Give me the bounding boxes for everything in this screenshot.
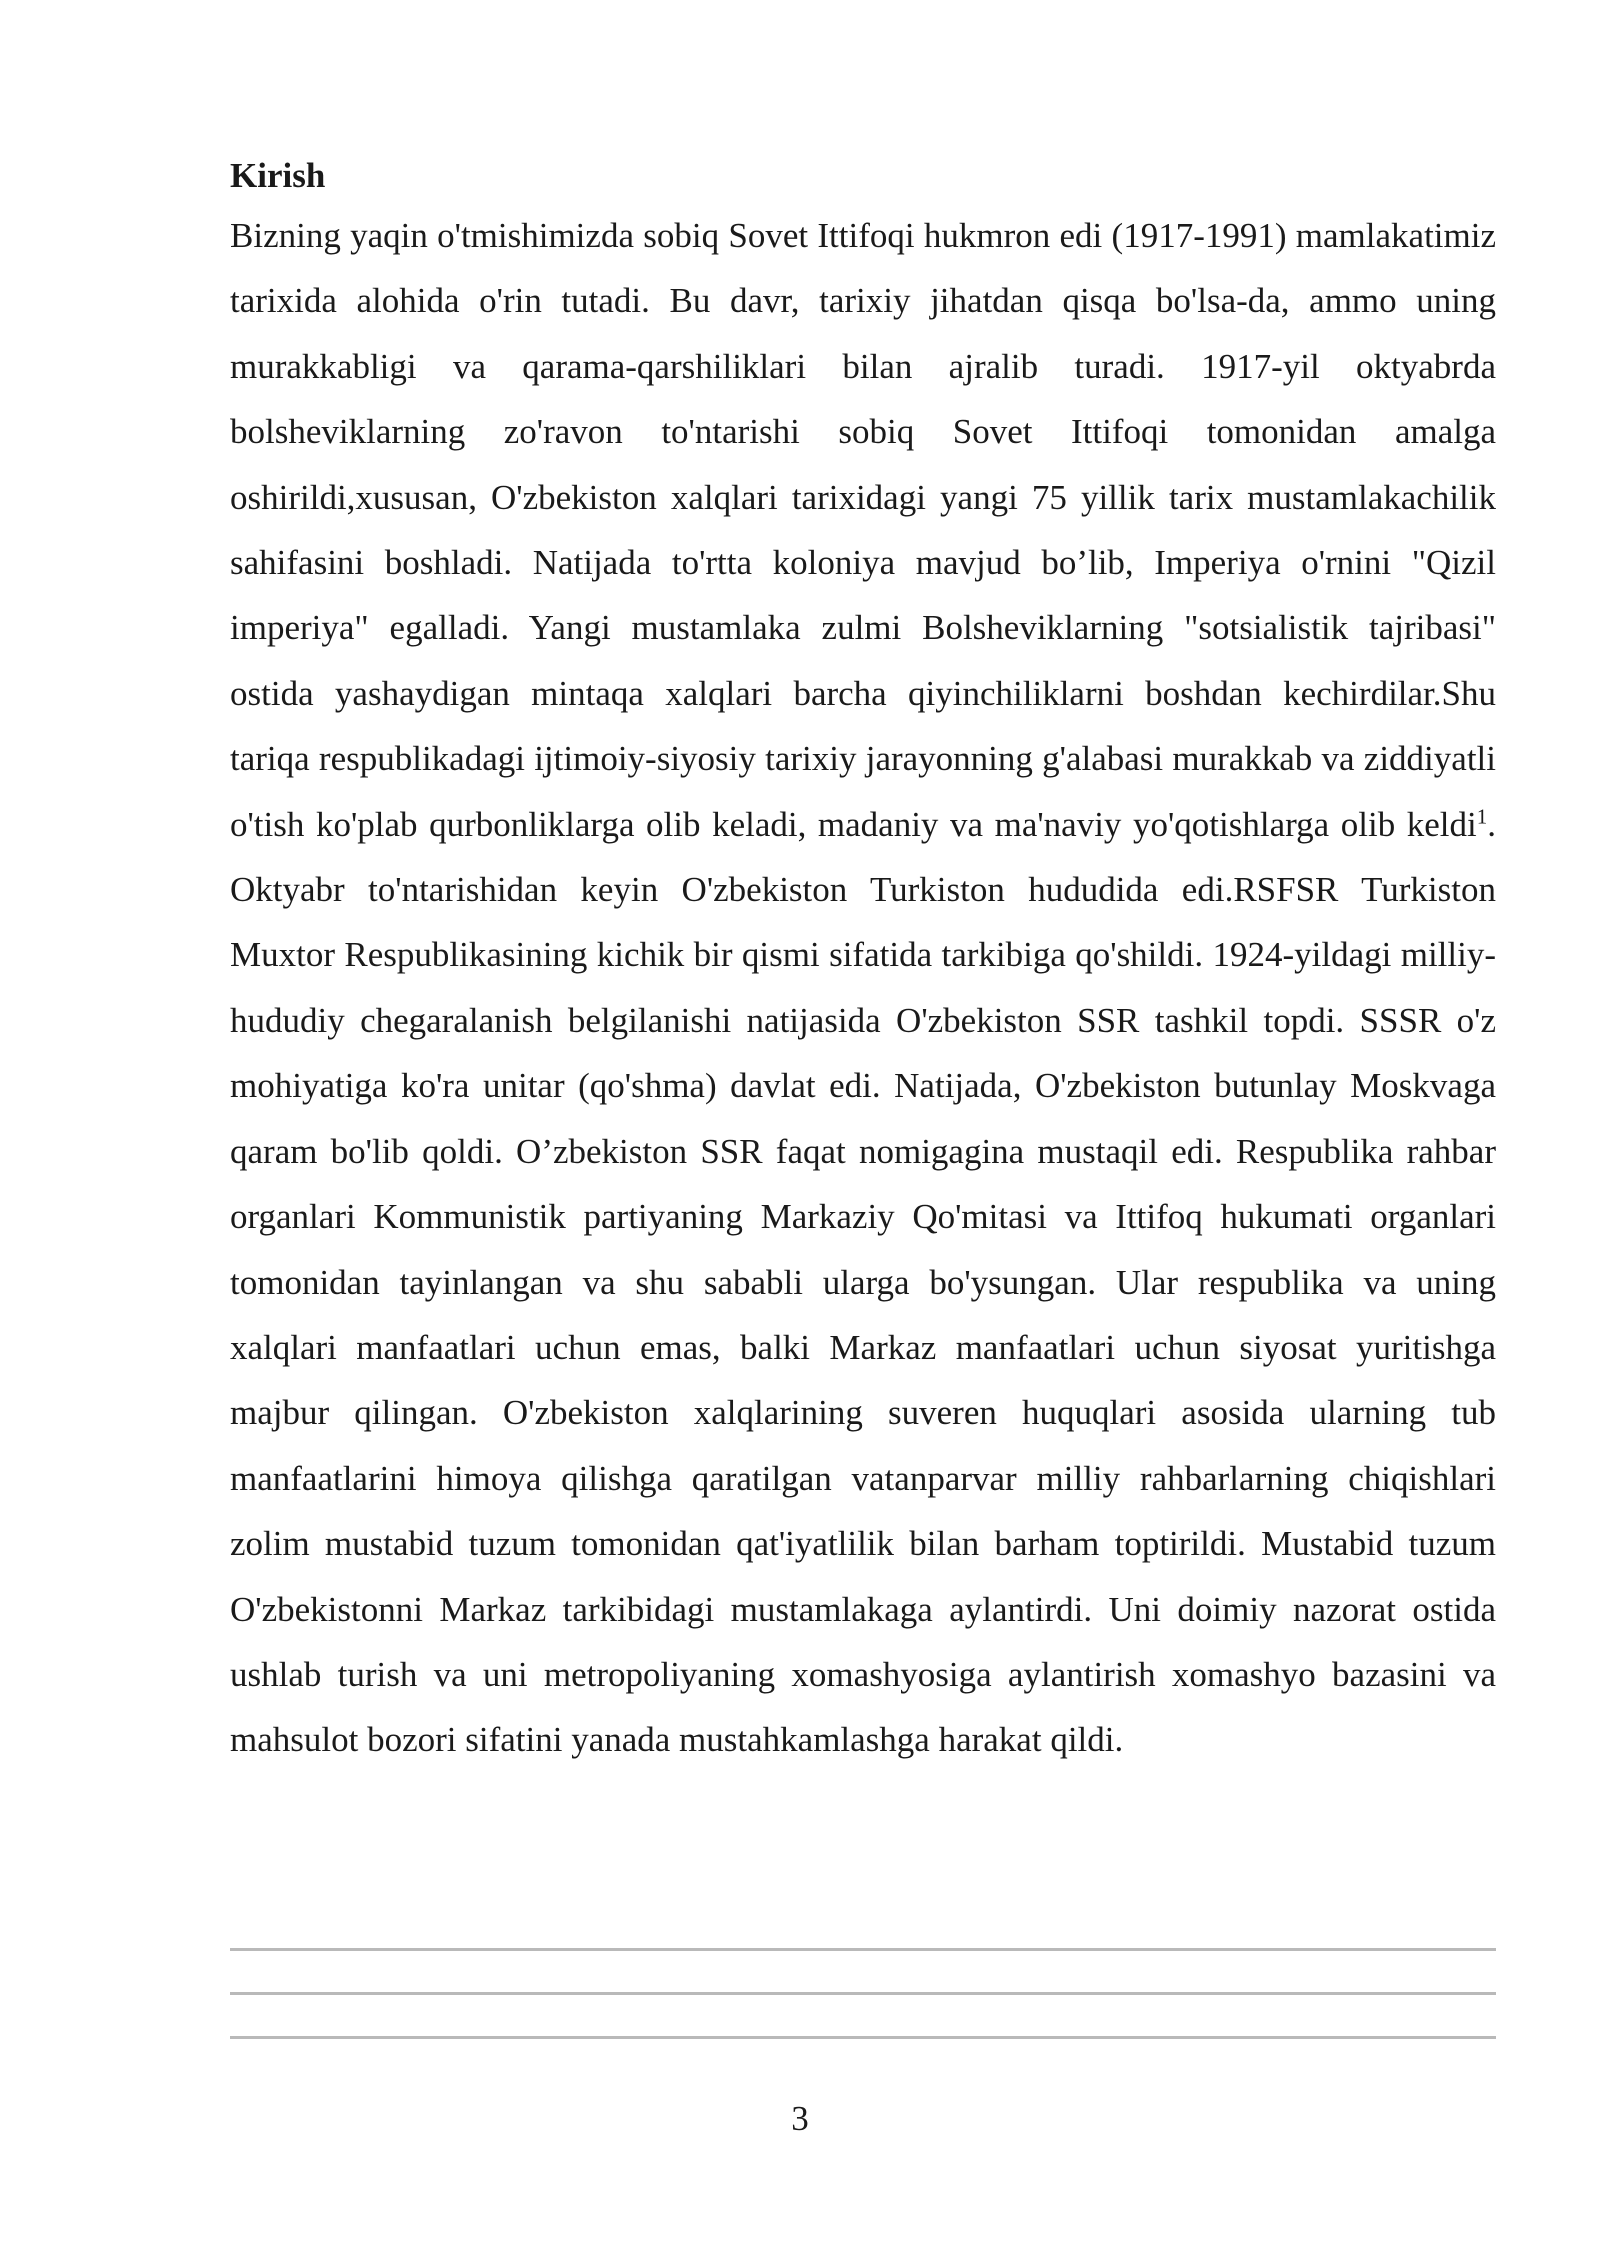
section-heading: Kirish (230, 156, 326, 195)
footnote-reference[interactable]: 1 (1476, 804, 1488, 828)
footnote-separator-line (230, 2036, 1496, 2039)
footnote-separator-line (230, 1992, 1496, 1995)
body-paragraph (230, 203, 1496, 1773)
page-content (230, 148, 1496, 1773)
paragraph-text-part2: . Oktyabr to'ntarishidan keyin O'zbekiston Turkiston hududida edi.RSFSR Turkiston Muxtor Respublikasining kichik bir qismi sifatida tarkibiga qo'shildi. 1924-yildagi milliy-hududiy chegaralanish belgilanishi natijasida O'zbekiston SSR tashkil topdi. SSSR o'z mohiyatiga ko'ra unitar (qo'shma) davlat edi. Natijada, O'zbekiston butunlay Moskvaga qaram bo'lib qoldi. O’zbekiston SSR faqat nomigagina mustaqil edi. Respublika rahbar organlari Kommunistik partiyaning Markaziy Qo'mitasi va Ittifoq hukumati organlari tomonidan tayinlangan va shu sababli ularga bo'ysungan. Ular respublika va uning xalqlari manfaatlari uchun emas, balki Markaz manfaatlari uchun siyosat yuritishga majbur qilingan. O'zbekiston xalqlarining suveren huquqlari asosida ularning tub manfaatlarini himoya qilishga qaratilgan vatanparvar milliy rahbarlarning chiqishlari zolim mustabid tuzum tomonidan qat'iyatlilik bilan barham toptirildi. Mustabid tuzum O'zbekistonni Markaz tarkibidagi mustamlakaga aylantirdi. Uni doimiy nazorat ostida ushlab turish va uni metropoliyaning xomashyosiga aylantirish xomashyo bazasini va mahsulot bozori sifatini yanada mustahkamlashga harakat qildi. (230, 804, 1496, 1760)
footnote-separator-line (230, 1948, 1496, 1951)
paragraph-text-part1: Bizning yaqin o'tmishimizda sobiq Sovet Ittifoqi hukmron edi (1917-1991) mamlakatimiz tarixida alohida o'rin tutadi. Bu davr, tarixiy jihatdan qisqa bo'lsa-da, ammo uning murakkabligi va qarama-qarshiliklari bilan ajralib turadi. 1917-yil oktyabrda bolsheviklarning zo'ravon to'ntarishi sobiq Sovet Ittifoqi tomonidan amalga oshirildi,xususan, O'zbekiston xalqlari tarixidagi yangi 75 yillik tarix mustamlakachilik sahifasini boshladi. Natijada to'rtta koloniya mavjud bo’lib, Imperiya o'rnini "Qizil imperiya" egalladi. Yangi mustamlaka zulmi Bolsheviklarning "sotsialistik tajribasi" ostida yashaydigan mintaqa xalqlari barcha qiyinchiliklarni boshdan kechirdilar.Shu tariqa respublikadagi ijtimoiy-siyosiy tarixiy jarayonning g'alabasi murakkab va ziddiyatli o'tish ko'plab qurbonliklarga olib keladi, madaniy va ma'naviy yo'qotishlarga olib keldi (230, 216, 1496, 844)
page-number: 3 (791, 2099, 809, 2138)
